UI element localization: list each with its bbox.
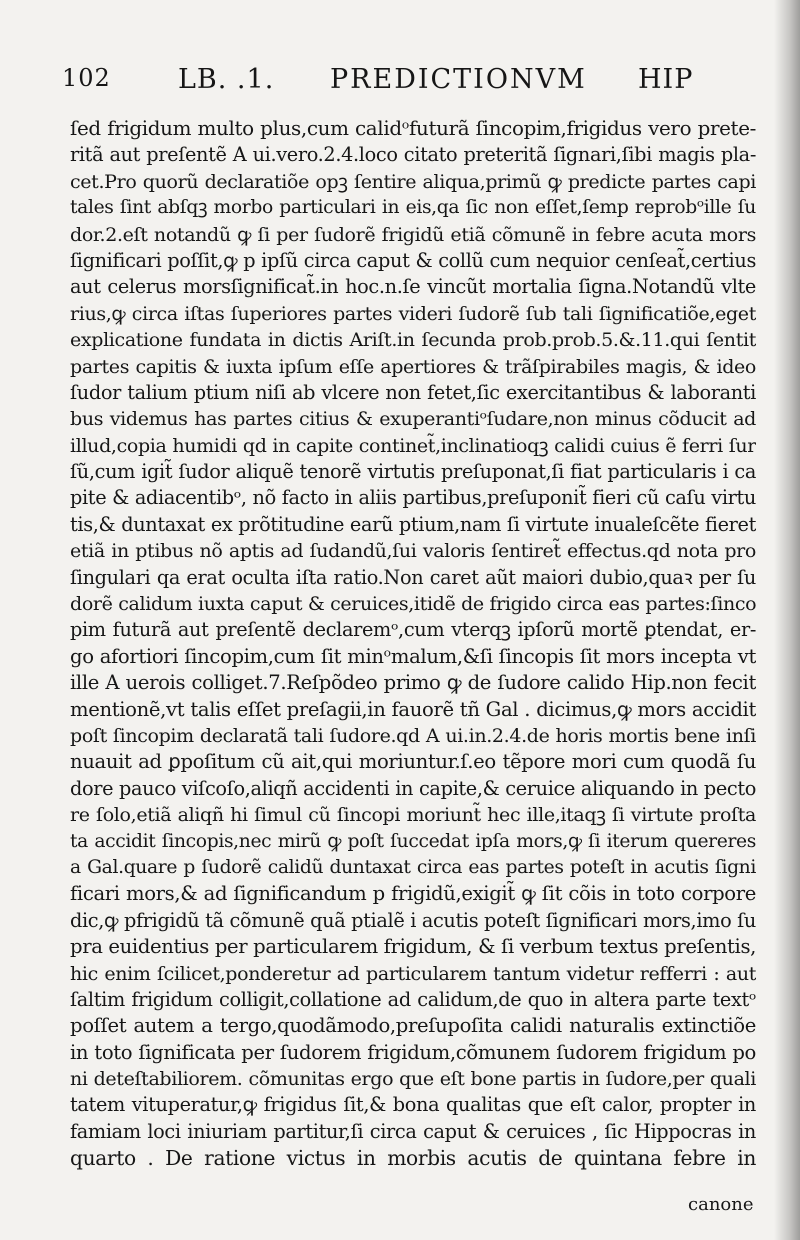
catchword: canone xyxy=(688,1194,754,1215)
text-line: ſingulari qa erat oculta iſta ratio.Non caret aũt maiori dubio,quaꝛ per ſu xyxy=(70,565,756,589)
author-abbrev: HIP xyxy=(638,64,694,95)
text-line: illud,copia humidi qd in capite continet̃,inclinatioqꝫ calidi cuius ẽ ferri ſur xyxy=(70,434,756,457)
text-line: ſaltim frigidum colligit,collatione ad calidum,de quo in altera parte textᵒ xyxy=(70,987,756,1011)
book-label: LB. .1. xyxy=(178,64,275,95)
text-line: tales ſint abſqꝫ morbo particulari in eis,qa ſic non eſſet,ſemp reprobᵒille ſu xyxy=(70,197,756,219)
text-line: ſed frigidum multo plus,cum calidᵒfuturã ſincopim,frigidus vero prete- xyxy=(70,117,756,140)
text-line: ille A uerois colliget.7.Reſpõdeo primo ꝙ de ſudore calido Hip.non fecit xyxy=(70,671,756,695)
text-line: cet.Pro quorũ declaratiõe opꝫ ſentire aliqua,primũ ꝙ predicte partes capi xyxy=(70,170,756,193)
page-edge-shadow xyxy=(774,0,800,1240)
text-line: pim futurã aut preſentẽ declaremᵒ,cum vterqꝫ ipſorũ mortẽ ꝑtendat, er- xyxy=(70,618,756,642)
body-text xyxy=(70,116,756,1172)
text-line: ficari mors,& ad ſignificandum p frigidũ,exigit̃ ꝙ ſit cõis in toto corpore xyxy=(70,882,756,906)
running-header xyxy=(62,64,752,104)
text-line: hic enim ſcilicet,ponderetur ad particularem tantum videtur refferri : aut xyxy=(70,962,756,985)
text-line: poſt ſincopim declaratã tali ſudore.qd A ui.in.2.4.de horis mortis bene inſi xyxy=(70,724,756,747)
text-line: go afortiori ſincopim,cum ſit minᵒmalum,&ſi ſincopis ſit mors incepta vt xyxy=(70,644,756,668)
text-line: poſſet autem a tergo,quodãmodo,preſupoſita calidi naturalis extinctiõe xyxy=(70,1014,756,1038)
text-line: nuauit ad ꝑpoſitum cũ ait,qui moriuntur.ſ.eo tẽpore mori cum quodã ſu xyxy=(70,750,756,774)
text-line: explicatione fundata in dictis Ariſt.in ſecunda prob.prob.5.&.11.qui ſentit xyxy=(70,329,756,352)
text-line: a Gal.quare p ſudorẽ calidũ duntaxat circa eas partes poteſt in acutis ſigni xyxy=(70,856,756,878)
text-line: rius,ꝙ circa iſtas ſuperiores partes videri ſudorẽ ſub tali ſignificatiõe,eget xyxy=(70,302,756,325)
text-line: ſũ,cum igit̃ ſudor aliquẽ tenorẽ virtutis preſuponat,ſi fiat particularis i ca xyxy=(70,460,756,484)
text-line: tis,& duntaxat ex prõtitudine earũ ptium,nam ſi virtute inualeſcẽte fieret xyxy=(70,512,756,536)
text-line: re ſolo,etiã aliqñ hi ſimul cũ ſincopi moriunt̃ hec ille,itaqꝫ ſi virtute proſta xyxy=(70,804,756,827)
text-line: ritã aut preſentẽ A ui.vero.2.4.loco citato preteritã ſignari,ſibi magis pla- xyxy=(70,143,756,167)
text-line: in toto ſignificata per ſudorem frigidum,cõmunem ſudorem frigidum po xyxy=(70,1040,756,1064)
text-line: ta accidit ſincopis,nec mirũ ꝙ poſt ſuccedat ipſa mors,ꝙ ſi iterum quereres xyxy=(70,830,756,852)
text-line: etiã in ptibus nõ aptis ad ſudandũ,ſui valoris ſentiret̃ effectus.qd nota pro xyxy=(70,540,756,563)
text-line: bus videmus has partes citius & exuperantiᵒſudare,non minus cõducit ad xyxy=(70,408,756,431)
text-line: ni deteſtabiliorem. cõmunitas ergo que eſt bone partis in ſudore,per quali xyxy=(70,1068,756,1091)
running-title: PREDICTIONVM xyxy=(330,64,587,95)
text-line: ſignificari poſſit,ꝙ p ipſũ circa caput & collũ cum nequior cenſeat̃,certius xyxy=(70,248,756,272)
text-line: pite & adiacentibᵒ, nõ facto in aliis partibus,preſuponit̃ fieri cũ caſu virtu xyxy=(70,486,756,510)
text-line: ſudor talium ptium niſi ab vlcere non fetet,ſic exercitantibus & laboranti xyxy=(70,380,756,404)
text-line: dorẽ calidum iuxta caput & ceruices,itidẽ de frigido circa eas partes:ſinco xyxy=(70,593,756,616)
text-line: famiam loci iniuriam partitur,ſi circa caput & ceruices , ſic Hippocras in xyxy=(70,1119,756,1143)
text-line: dor.2.eſt notandũ ꝙ ſi per ſudorẽ frigidũ etiã cõmunẽ in febre acuta mors xyxy=(70,223,756,246)
page-number: 102 xyxy=(62,64,111,92)
text-line: dore pauco viſcoſo,aliqñ accidenti in capite,& ceruice aliquando in pecto xyxy=(70,776,756,800)
text-line: mentionẽ,vt talis eſſet preſagii,in fauorẽ tñ Gal . dicimus,ꝙ mors accidit xyxy=(70,697,756,721)
text-line: quarto . De ratione victus in morbis acutis de quintana febre in xyxy=(70,1146,756,1171)
text-line: tatem vituperatur,ꝙ frigidus ſit,& bona qualitas que eſt calor, propter in xyxy=(70,1093,756,1117)
text-line: partes capitis & iuxta ipſum eſſe apertiores & trãſpirabiles magis, & ideo xyxy=(70,355,756,378)
text-line: pra euidentius per particularem frigidum, & ſi verbum textus preſentis, xyxy=(70,935,756,959)
text-line: aut celerus morsſignificat̃.in hoc.n.ſe vincũt mortalia ſigna.Notandũ vlte xyxy=(70,275,756,299)
text-line: dic,ꝙ pfrigidũ tã cõmunẽ quã ptialẽ i acutis poteſt ſignificari mors,imo ſu xyxy=(70,908,756,932)
